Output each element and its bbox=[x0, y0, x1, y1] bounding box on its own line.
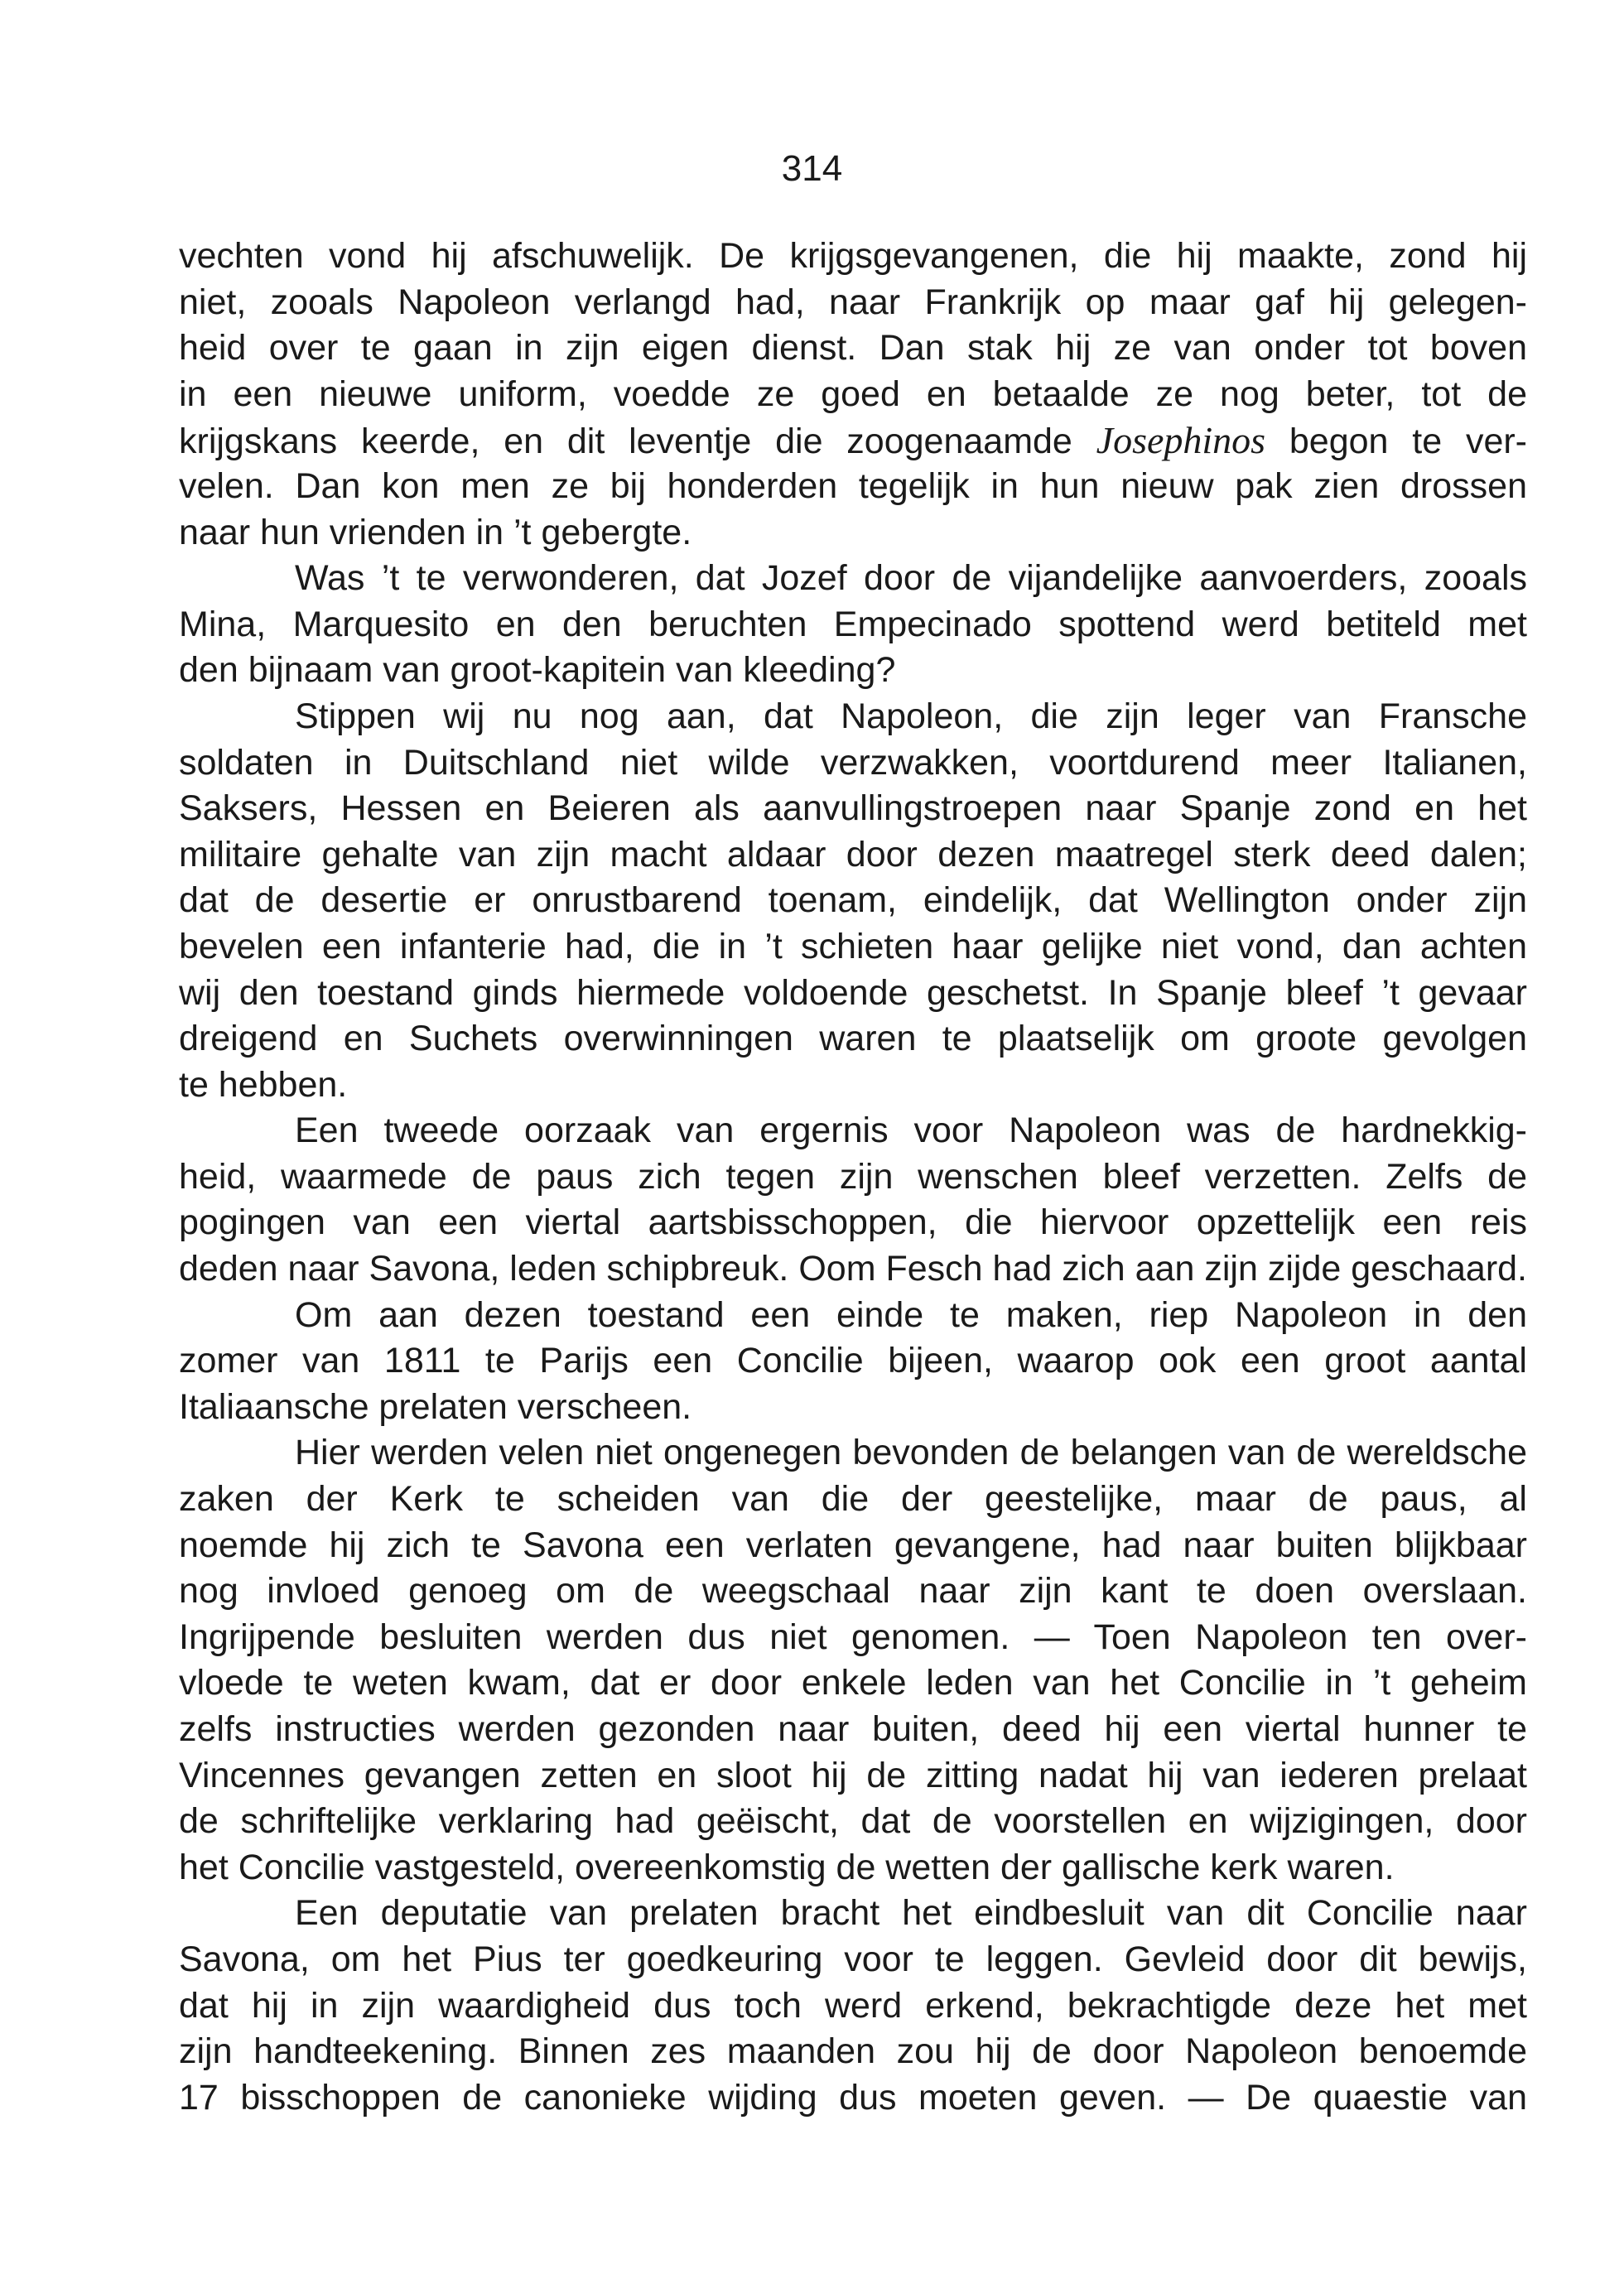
text-line: den bijnaam van groot-kapitein van kleeding? bbox=[179, 650, 896, 691]
italic-term: Josephinos bbox=[1096, 419, 1266, 462]
text-line: 17 bisschoppen de canonieke wijding dus moeten geven. — De quaestie van bbox=[179, 2077, 1527, 2118]
text-line: dreigend en Suchets overwinningen waren te plaatselijk om groote gevolgen bbox=[179, 1019, 1527, 1059]
text-line: het Concilie vastgesteld, overeenkomstig de wetten der gallische kerk waren. bbox=[179, 1847, 1395, 1887]
text-segment: krijgskans keerde, en dit leventje die zoogenaamde bbox=[179, 422, 1096, 462]
text-line: velen. Dan kon men ze bij honderden tegelijk in hun nieuw pak zien drossen bbox=[179, 465, 1527, 506]
text-line: militaire gehalte van zijn macht aldaar door dezen maatregel sterk deed dalen; bbox=[179, 834, 1527, 874]
text-line: te hebben. bbox=[179, 1064, 348, 1105]
text-line: soldaten in Duitschland niet wilde verzwakken, voortdurend meer Italianen, bbox=[179, 742, 1527, 783]
text-line: Italiaansche prelaten verscheen. bbox=[179, 1386, 692, 1427]
text-line: nog invloed genoeg om de weegschaal naar zijn kant te doen overslaan. bbox=[179, 1571, 1527, 1612]
text-line: heid, waarmede de paus zich tegen zijn wenschen bleef verzetten. Zelfs de bbox=[179, 1156, 1527, 1197]
text-line: niet, zooals Napoleon verlangd had, naar Frankrijk op maar gaf hij gelegen- bbox=[179, 282, 1527, 322]
text-line: Savona, om het Pius ter goedkeuring voor te leggen. Gevleid door dit bewijs, bbox=[179, 1939, 1527, 1979]
body-text bbox=[179, 234, 1527, 2121]
text-line: Een deputatie van prelaten bracht het eindbesluit van dit Concilie naar bbox=[295, 1893, 1527, 1934]
text-line: Stippen wij nu nog aan, dat Napoleon, die zijn leger van Fransche bbox=[295, 696, 1527, 736]
text-line: zelfs instructies werden gezonden naar buiten, deed hij een viertal hunner te bbox=[179, 1709, 1527, 1749]
text-line: wij den toestand ginds hiermede voldoende geschetst. In Spanje bleef ’t gevaar bbox=[179, 972, 1527, 1013]
text-line: heid over te gaan in zijn eigen dienst. Dan stak hij ze van onder tot boven bbox=[179, 328, 1527, 369]
text-line: dat hij in zijn waardigheid dus toch werd erkend, bekrachtigde deze het met bbox=[179, 1985, 1527, 2026]
text-line: Hier werden velen niet ongenegen bevonden de belangen van de wereldsche bbox=[295, 1433, 1527, 1473]
text-line: dat de desertie er onrustbarend toenam, eindelijk, dat Wellington onder zijn bbox=[179, 880, 1527, 921]
text-line: noemde hij zich te Savona een verlaten gevangene, had naar buiten blijkbaar bbox=[179, 1525, 1527, 1565]
text-line: zijn handteekening. Binnen zes maanden zou hij de door Napoleon benoemde bbox=[179, 2031, 1527, 2072]
text-line: Saksers, Hessen en Beieren als aanvullingstroepen naar Spanje zond en het bbox=[179, 788, 1527, 829]
text-line: in een nieuwe uniform, voedde ze goed en betaalde ze nog beter, tot de bbox=[179, 373, 1527, 414]
text-segment: begon te ver- bbox=[1289, 422, 1527, 462]
text-line: vloede te weten kwam, dat er door enkele leden van het Concilie in ’t geheim bbox=[179, 1663, 1527, 1703]
text-line: de schriftelijke verklaring had geëischt, dat de voorstellen en wijzigingen, door bbox=[179, 1801, 1527, 1842]
text-line: Vincennes gevangen zetten en sloot hij de zitting nadat hij van iederen prelaat bbox=[179, 1755, 1527, 1795]
text-line: deden naar Savona, leden schipbreuk. Oom Fesch had zich aan zijn zijde geschaard. bbox=[179, 1249, 1527, 1289]
text-line: Om aan dezen toestand een einde te maken, riep Napoleon in den bbox=[295, 1294, 1527, 1335]
text-line: zaken der Kerk te scheiden van die der geestelijke, maar de paus, al bbox=[179, 1479, 1527, 1520]
text-line: bevelen een infanterie had, die in ’t schieten haar gelijke niet vond, dan achten bbox=[179, 926, 1527, 966]
page-number: 314 bbox=[781, 148, 843, 189]
text-line: vechten vond hij afschuwelijk. De krijgsgevangenen, die hij maakte, zond hij bbox=[179, 236, 1527, 276]
text-line: Mina, Marquesito en den beruchten Empecinado spottend werd betiteld met bbox=[179, 604, 1527, 644]
text-line: naar hun vrienden in ’t gebergte. bbox=[179, 512, 692, 552]
text-line: Een tweede oorzaak van ergernis voor Napoleon was de hardnekkig- bbox=[295, 1111, 1527, 1151]
text-line: zomer van 1811 te Parijs een Concilie bijeen, waarop ook een groot aantal bbox=[179, 1341, 1527, 1381]
text-line: Was ’t te verwonderen, dat Jozef door de vijandelijke aanvoerders, zooals bbox=[295, 558, 1527, 599]
text-line bbox=[179, 417, 1527, 464]
text-line: pogingen van een viertal aartsbisschoppen, die hiervoor opzettelijk een reis bbox=[179, 1202, 1527, 1243]
text-line: Ingrijpende besluiten werden dus niet genomen. — Toen Napoleon ten over- bbox=[179, 1616, 1527, 1657]
